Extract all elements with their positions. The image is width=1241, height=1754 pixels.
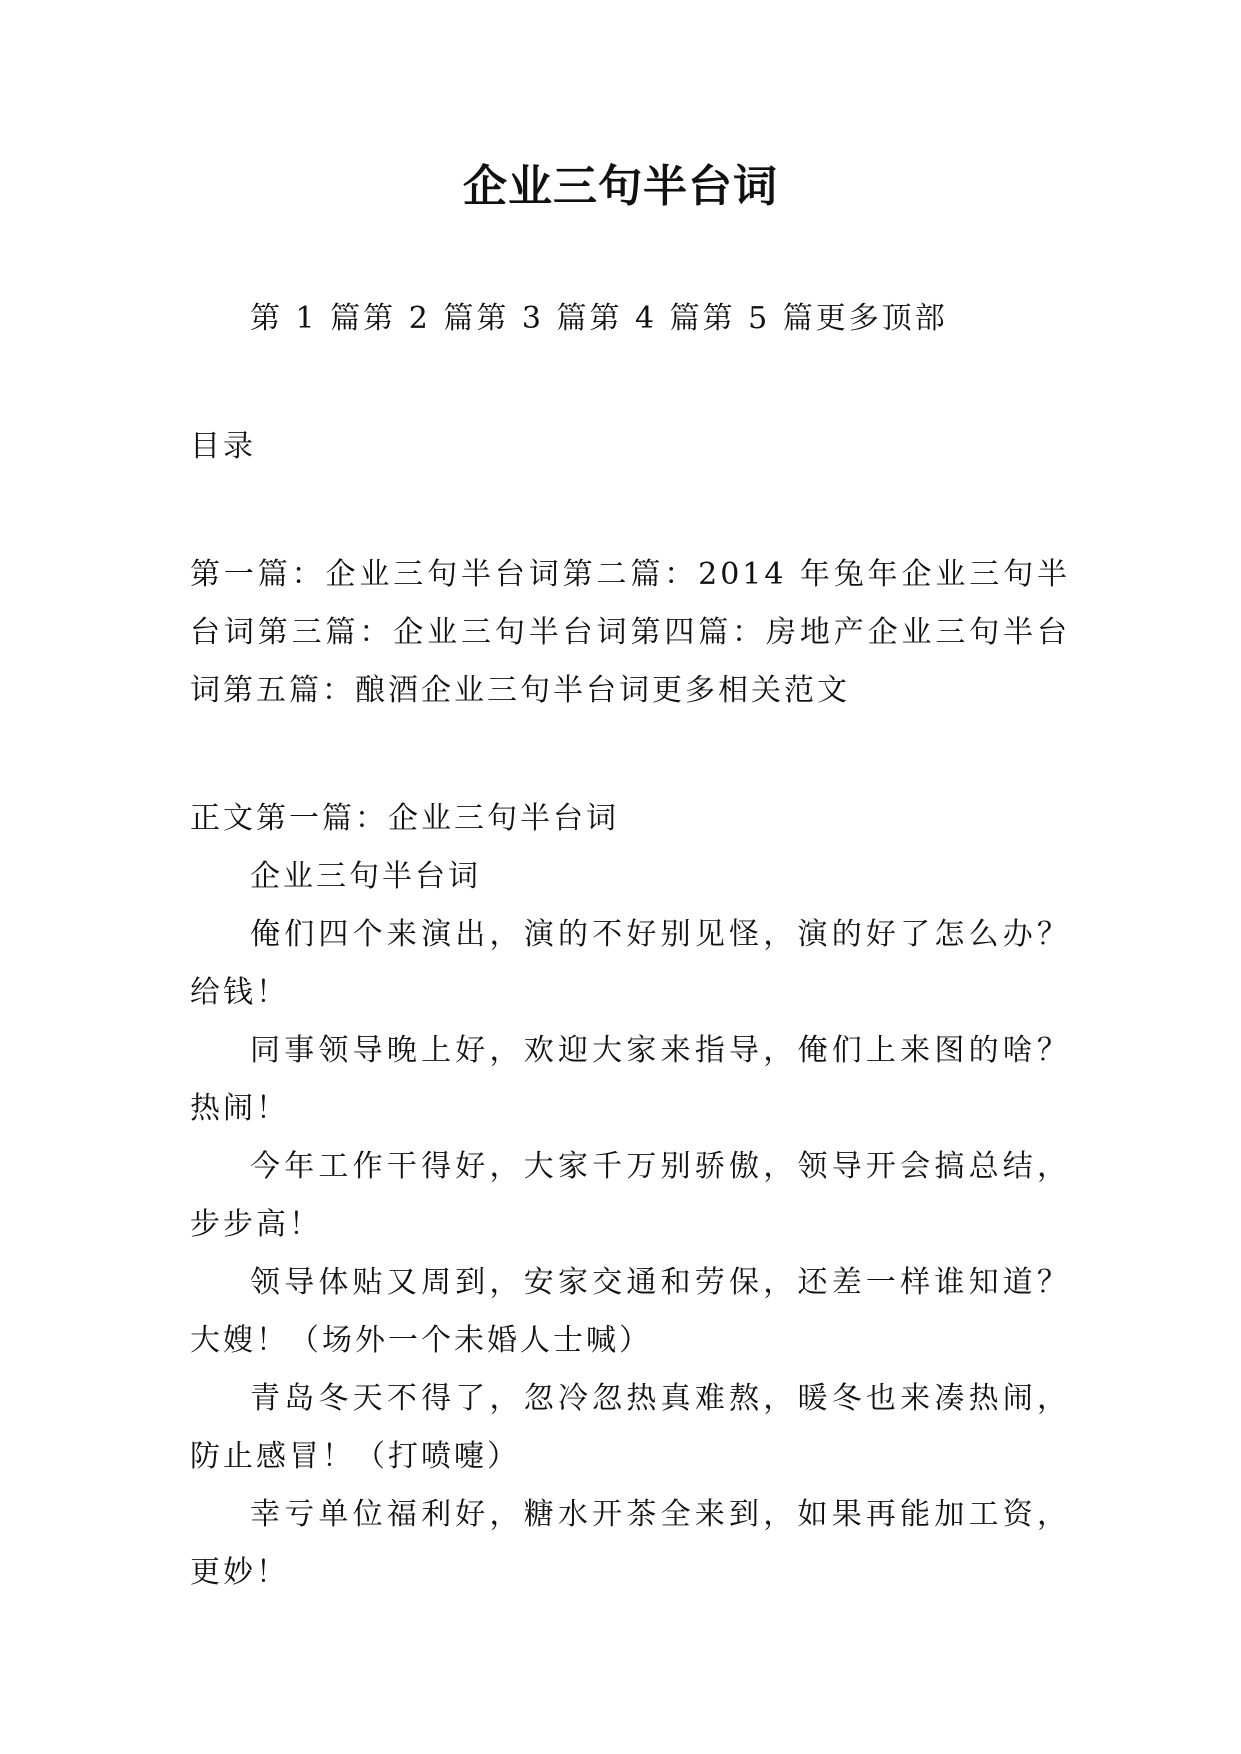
verse-paragraph: 青岛冬天不得了，忽冷忽热真难熬，暖冬也来凑热闹，防止感冒！（打喷嚏） [190, 1381, 1070, 1474]
article-nav-links[interactable]: 第 1 篇第 2 篇第 3 篇第 4 篇第 5 篇更多顶部 [250, 301, 948, 336]
toc-heading: 目录 [190, 429, 256, 464]
toc-list[interactable]: 第一篇：企业三句半台词第二篇：2014 年兔年企业三句半台词第三篇：企业三句半台词第四篇：房地产企业三句半台词第五篇：酿酒企业三句半台词更多相关范文 [190, 557, 1070, 708]
verse-paragraph: 领导体贴又周到，安家交通和劳保，还差一样谁知道？大嫂！（场外一个未婚人士喊） [190, 1265, 1070, 1358]
body-heading: 正文第一篇：企业三句半台词 [190, 801, 619, 836]
verse-paragraph: 幸亏单位福利好，糖水开茶全来到，如果再能加工资，更妙！ [190, 1497, 1070, 1590]
verse-paragraph: 今年工作干得好，大家千万别骄傲，领导开会搞总结，步步高！ [190, 1149, 1070, 1242]
verse-paragraph: 同事领导晚上好，欢迎大家来指导，俺们上来图的啥？热闹！ [190, 1033, 1070, 1126]
document-title: 企业三句半台词 [463, 161, 778, 212]
section-subtitle: 企业三句半台词 [250, 859, 481, 894]
document-body [190, 290, 1070, 1602]
verse-paragraph: 俺们四个来演出，演的不好别见怪，演的好了怎么办？给钱！ [190, 917, 1070, 1010]
